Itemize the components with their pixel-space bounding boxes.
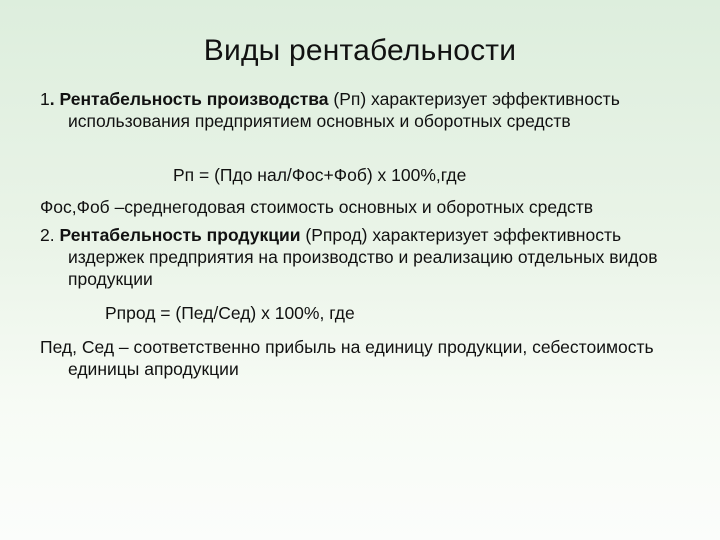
item-1-paragraph — [40, 88, 670, 132]
item-2-text: (Рпрод) характеризует эффективность издержек предприятия на производство и реализацию отдельных видов продукции — [68, 225, 658, 289]
formula-2: Рпрод = (Пед/Сед) х 100%, где — [105, 303, 355, 323]
item-2-paragraph — [40, 224, 670, 290]
item-1-text: (Рп) характеризует эффективность использования предприятием основных и оборотных средств — [68, 89, 620, 131]
item-1-dot: . — [49, 89, 55, 109]
item-2-term: Рентабельность продукции — [59, 225, 301, 245]
note-1: Фос,Фоб –среднегодовая стоимость основных и оборотных средств — [40, 197, 594, 217]
item-1-term: Рентабельность производства — [59, 89, 329, 109]
note-2: Пед, Сед – соответственно прибыль на единицу продукции, себестоимость единицы апродукции — [40, 337, 654, 379]
slide-content — [40, 88, 670, 380]
slide-title: Виды рентабельности — [203, 34, 517, 67]
item-1-number: 1 — [40, 89, 50, 109]
item-2-number: 2. — [40, 225, 60, 245]
spacer — [40, 132, 670, 158]
formula-1: Рп = (Пдо нал/Фос+Фоб) х 100%,где — [173, 165, 467, 185]
